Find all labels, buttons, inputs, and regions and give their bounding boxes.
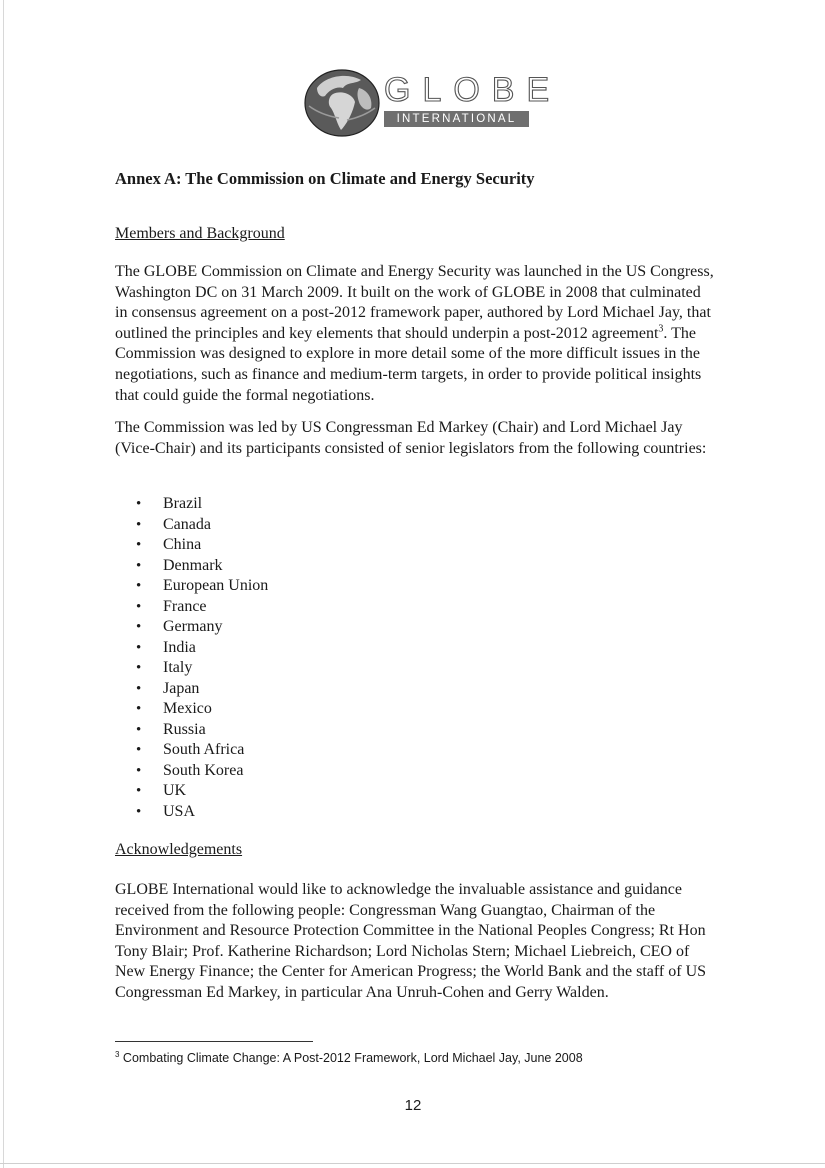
list-item: • Canada: [136, 515, 268, 536]
page-number: 12: [404, 1097, 422, 1114]
background-text-part1: The GLOBE Commission on Climate and Energy Security was launched in the US Congress, Washington DC on 31 March 2009. It built on the work of GLOBE in 2008 that culminated in consensus agreement on a post-2012 framework paper, authored by Lord Michael Jay, that outlined the principles and key elements that should underpin a post-2012 agreement: [115, 263, 714, 342]
page-edge-bottom: [0, 1163, 825, 1164]
list-item: • South Africa: [136, 740, 268, 761]
commission-paragraph: The Commission was led by US Congressman Ed Markey (Chair) and Lord Michael Jay (Vice-Chair) and its participants consisted of senior legislators from the following countries:: [115, 419, 707, 457]
annex-heading: Annex A: The Commission on Climate and Energy Security: [115, 169, 535, 188]
list-item: • China: [136, 535, 268, 556]
footnote-text: Combating Climate Change: A Post-2012 Framework, Lord Michael Jay, June 2008: [119, 1051, 583, 1065]
list-item: • Germany: [136, 617, 268, 638]
list-item: • Brazil: [136, 494, 268, 515]
logo-wordmark: GLOBE: [384, 71, 562, 109]
list-item: • India: [136, 638, 268, 659]
list-item: • USA: [136, 802, 268, 823]
list-item: • Mexico: [136, 699, 268, 720]
footnote: [115, 1050, 583, 1066]
globe-icon: [303, 68, 381, 138]
acknowledgements-paragraph: GLOBE International would like to acknowledge the invaluable assistance and guidance received from the following people: Congressman Wang Guangtao, Chairman of the Environment and Resource Protection Committee in the National Peoples Congress; Rt Hon Tony Blair; Prof. Katherine Richardson; Lord Nicholas Stern; Michael Liebreich, CEO of New Energy Finance; the Center for American Progress; the World Bank and the staff of US Congressman Ed Markey, in particular Ana Unruh-Cohen and Gerry Walden.: [115, 881, 707, 1001]
list-item: • European Union: [136, 576, 268, 597]
list-item: • France: [136, 597, 268, 618]
globe-international-logo: [303, 68, 562, 138]
page-edge: [3, 0, 4, 1168]
acknowledgements-heading: Acknowledgements: [115, 841, 243, 858]
footnote-divider: [115, 1041, 313, 1042]
background-text-part2: . The Commission was designed to explore in more detail some of the more difficult issues in the negotiations, such as finance and medium-term targets, in order to provide political insights that could guide the formal negotiations.: [115, 324, 702, 404]
footnote-number: 3: [115, 1049, 120, 1059]
list-item: • Denmark: [136, 556, 268, 577]
list-item: • Italy: [136, 658, 268, 679]
list-item: • South Korea: [136, 761, 268, 782]
members-heading: Members and Background: [115, 225, 285, 242]
countries-list: [136, 494, 268, 822]
footnote-reference[interactable]: 3: [658, 323, 664, 335]
list-item: • UK: [136, 781, 268, 802]
list-item: • Russia: [136, 720, 268, 741]
list-item: • Japan: [136, 679, 268, 700]
background-paragraph: [115, 262, 715, 406]
logo-band: INTERNATIONAL: [384, 111, 529, 127]
